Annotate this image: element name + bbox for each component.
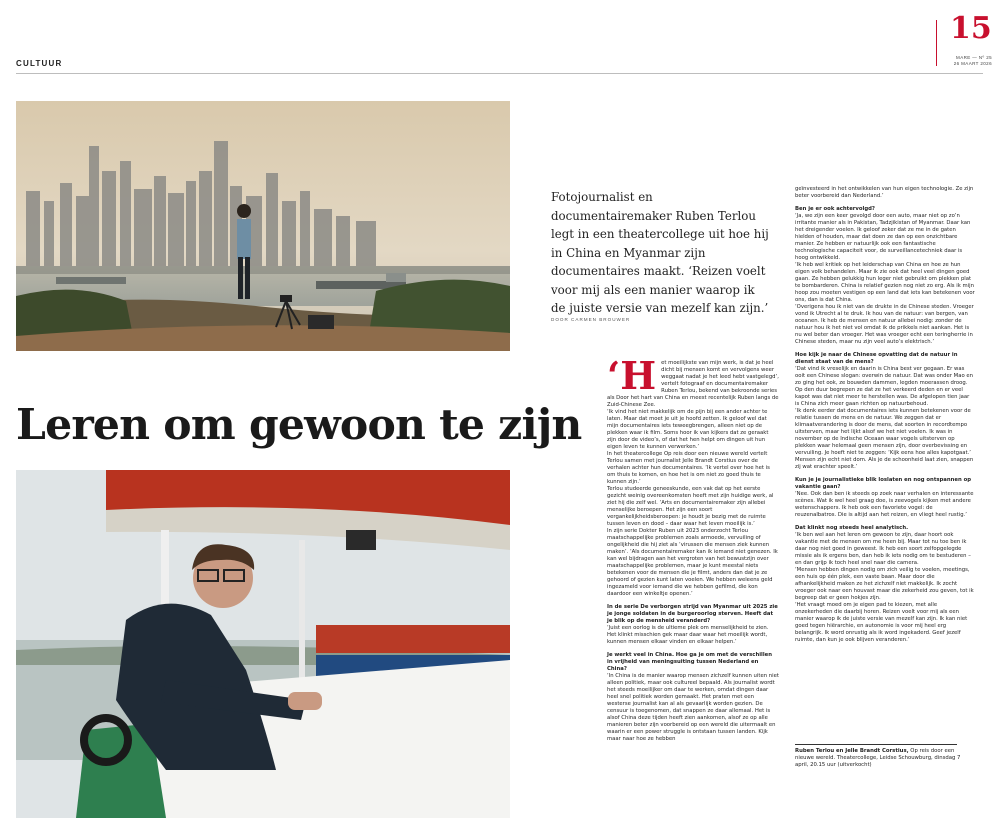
interview-question: Ben je er ook achtervolgd? (795, 206, 875, 212)
byline: DOOR CARMEN BROUWER (551, 317, 631, 322)
issue-date: 26 MAART 2026 (953, 61, 992, 66)
interview-question: In de serie De verborgen strijd van Myanmar uit 2025 zie je jonge soldaten in de burgeroorlog sterven. Heeft dat je blik op de mensheid veranderd? (607, 604, 778, 624)
interview-answer: ‘Ik denk eerder dat documentaires iets kunnen betekenen voor de relatie tussen de mens en de natuur. We zeggen dat er klimaatverandering is door de mens, dat soorten in recordtempo uitsterven, maar het lijkt alsof we het niet voelen. Ik was in november op de Indische Oceaan waar vogels uitsterven op plekken waar helemaal geen mensen zijn, door overbevissing en vervuiling. Je hoeft niet te zeggen: ‘Kijk eens hoe alles kapotgaat.’ Mensen zijn echt niet dom. Als je de schoonheid laat zien, snappen zij wat erachter speelt.’ (795, 408, 974, 470)
interview-answer: ‘Ja, we zijn een keer gevolgd door een auto, maar niet op zo’n irritante manier als in Pakistan, Tadzjikistan of Myanmar. Daar kan het dreigender voelen. Ik geloof zeker dat ze me in de gaten hielden of houden, maar dat doen ze dan op een onzichtbare manier. Ze hebben er natuurlijk ook een fantastische technologische capaciteit voor, de surveillancetechniek daar is hoog ontwikkeld. (795, 213, 971, 261)
page-number: 15 (950, 11, 992, 46)
interview-answer: ‘Juist een oorlog is de ultieme plek om menselijkheid te zien. Het klinkt misschien gek maar daar waar het moeilijk wordt, kunnen mensen elkaar vinden en elkaar helpen.’ (607, 625, 769, 645)
skyline-photo (16, 101, 510, 351)
paragraph: In het theatercollege Op reis door een nieuwe wereld vertelt Terlou samen met journalist Jelle Brandt Corstius over de verhalen achter hun documentaires. ‘Ik vertel over hoe het is om thuis te komen, en hoe het is om niet zo goed thuis te kunnen zijn.’ (607, 451, 770, 485)
credit-names: Ruben Terlou en Jelle Brandt Corstius, (795, 748, 909, 754)
interview-answer: ‘Overigens hou ik niet van de drukte in de Chinese steden. Vroeger vond ik Utrecht al te druk. Ik hou van de natuur: van bergen, van oceanen. Ik heb de mensen en natuur allebei nodig: zonder de natuur hou ik het niet vol omdat ik de prikkels niet aankan. Het is nu wel beter dan vroeger. Het was vroeger echt een teringherrie in Chinese steden, maar nu zijn veel auto’s elektrisch.’ (795, 304, 974, 345)
headline: Leren om gewoon te zijn (16, 400, 582, 450)
interview-question: Kun je je journalistieke blik loslaten en nog ontspannen op vakantie gaan? (795, 477, 972, 490)
paragraph: Terlou studeerde geneeskunde, een vak dat op het eerste gezicht weinig overeenkomsten heeft met zijn huidige werk, al ziet hij die zelf wel. ‘Arts en documentairemaker zijn allebei menselijke beroepen. Het zijn een soort vergankelijkheidsberoepen: je houdt je bezig met de ruimte tussen leven en dood – daar waar het leven moeilijk is.’ (607, 486, 774, 527)
interview-answer: ‘Ik heb wel kritiek op het leiderschap van China en hoe ze hun eigen volk behandelen. Maar ik zie ook dat heel veel dingen goed gaan. Ze hebben gelukkig hun leger niet gebruikt om plekken plat te bombarderen. China is relatief gezien nog niet zo erg. Als ik mijn hoop zou moeten vestigen op een land dat iets kan betekenen voor ons, dan is dat China. (795, 262, 975, 303)
dropcap: ‘H (607, 353, 657, 398)
issue-info (940, 55, 992, 67)
interview-question: Je werkt veel in China. Hoe ga je om met de verschillen in vrijheid van meningsuiting tussen Nederland en China? (607, 652, 773, 672)
interview-answer: ‘In China is de manier waarop mensen zichzelf kunnen uiten niet alleen politiek, maar ook cultureel bepaald. Als journalist wordt het steeds moeilijker om daar te werken, omdat dingen daar heel snel politiek worden gemaakt. Het praten met een westerse journalist kan al als gevaarlijk worden gezien. De censuur is toegenomen, dat snappen ze daar allemaal. Het is alsof China deze tijden heeft zien aankomen, alsof ze op alle manieren beter zijn voorbereid op een wereld die uitermaalt en waarin er een power struggle is ontstaan tussen landen. Kijk maar naar hoe ze hebben (607, 673, 779, 742)
paragraph: ‘Ik vind het niet makkelijk om de pijn bij een ander achter te laten. Maar dat moet je uit je hoofd zetten. Ik geloof wel dat mijn documentaires iets teweegbrengen, alleen niet op de plekken waar ik film. Soms hoor ik van kijkers dat ze geraakt zijn door de video’s, of dat het hen helpt om dingen uit hun eigen leven te kunnen verwerken.’ (607, 409, 769, 450)
interview-answer: ‘Het vraagt moed om je eigen pad te kiezen, met alle onzekerheden die daarbij horen. Reizen voelt voor mij als een manier waarop ik de juiste versie van mezelf kan zijn. Ik kan niet goed tegen hiërarchie, en autonomie is voor mij heel erg belangrijk. Ik word onrustig als ik word ingekaderd. Geef jezelf ruimte, dan kun je ook blijven veranderen.’ (795, 602, 968, 643)
interview-answer: ‘Dat vind ik vreselijk en daarin is China best ver gegaan. Er was ooit een Chinese slogan: overwin de natuur. Dat was onder Mao en zo ging het ook, ze bouwden dammen, legden moerassen droog. Op den duur begrepen ze dat ze het verkeerd deden en er veel kapot was dat niet meer te herstellen was. De afgelopen tien jaar is China zich meer gaan richten op natuurbehoud. (795, 366, 973, 407)
interview-answer: ‘Nee. Ook dan ben ik steeds op zoek naar verhalen en interessante scènes. Wat ik wel heel graag doe, is zeevogels kijken met andere wetenschappers. Ik heb ook een favoriete vogel: de reuzenalbatros. Die is altijd aan het reizen, en vliegt heel rustig.’ (795, 491, 974, 518)
paragraph: et moeilijkste van mijn werk, is dat je heel dicht bij mensen komt en vervolgens weer weggaat nadat je het leed hebt vastgelegd’, vertelt fotograaf en documentairemaker Ruben Terlou, bekend van bekroonde series als Door het hart van China en meest recentelijk Ruben langs de Zuid-Chinese Zee. (607, 360, 779, 408)
article-column-1 (607, 353, 779, 743)
interview-answer: ‘Mensen hebben dingen nodig om zich veilig te voelen, meetings, een huis op één plek, een vaste baan. Maar door die afhankelijkheid maken ze het zichzelf niet makkelijk. Ik zocht vroeger ook naar een houvast maar die zekerheid zou geven, tot ik begreep dat er geen hokjes zijn. (795, 567, 974, 601)
interview-answer: ‘Ik ben wel aan het leren om gewoon te zijn, daar hoort ook vakantie met de mensen om me heen bij. Maar tot nu toe ben ik daar nog niet goed in geweest. Ik heb een soort zelfopgelegde missie als ik ergens ben, dan heb ik iets nodig om te bestuderen – en dan grijp ik toch heel snel naar die camera. (795, 532, 971, 566)
paragraph: geïnvesteerd in het ontwikkelen van hun eigen technologie. Ze zijn beter voorbereid dan Nederland.’ (795, 186, 974, 199)
header-rule (16, 73, 983, 74)
intro-text: Fotojournalist en documentairemaker Ruben Terlou legt in een theatercollege uit hoe hij in China en Myanmar zijn documentaires maakt. ‘Reizen voelt voor mij als een manier waarop ik de juiste versie van mezelf kan zijn.’ (551, 190, 769, 315)
event-credit (795, 748, 965, 769)
interview-question: Dat klinkt nog steeds heel analytisch. (795, 525, 909, 531)
interview-question: Hoe kijk je naar de Chinese opvatting dat de natuur in dienst staat van de mens? (795, 352, 958, 365)
credit-details: Op reis door een nieuwe wereld. Theatercollege, Leidse Schouwburg, dinsdag 7 april, 20.15 uur (uitverkocht) (795, 748, 961, 768)
page-number-rule (936, 20, 937, 66)
credit-rule (795, 744, 957, 745)
article-column-2 (795, 186, 975, 644)
section-label: CULTUUR (16, 59, 63, 68)
portrait-photo (16, 470, 510, 818)
issue-number: MARE — Nº 25 (956, 55, 992, 60)
paragraph: In zijn serie Dokter Ruben uit 2023 onderzocht Terlou maatschappelijke problemen zoals armoede, vervuiling of ongelijkheid die hij ziet als ‘virussen die mensen ziek kunnen maken’. ‘Als documentairemaker kan ik iemand niet genezen. Ik kan wel bijdragen aan het vergroten van het bewustzijn over maatschappelijke problemen, maar je kunt meestal niets betekenen voor de mensen die je filmt, anders dan dat je ze gehoord of gezien kunt laten voelen. We hebben weleens geld ingezameld voor iemand die we hebben gefilmd, die kon daardoor een winkeltje openen.’ (607, 528, 778, 597)
